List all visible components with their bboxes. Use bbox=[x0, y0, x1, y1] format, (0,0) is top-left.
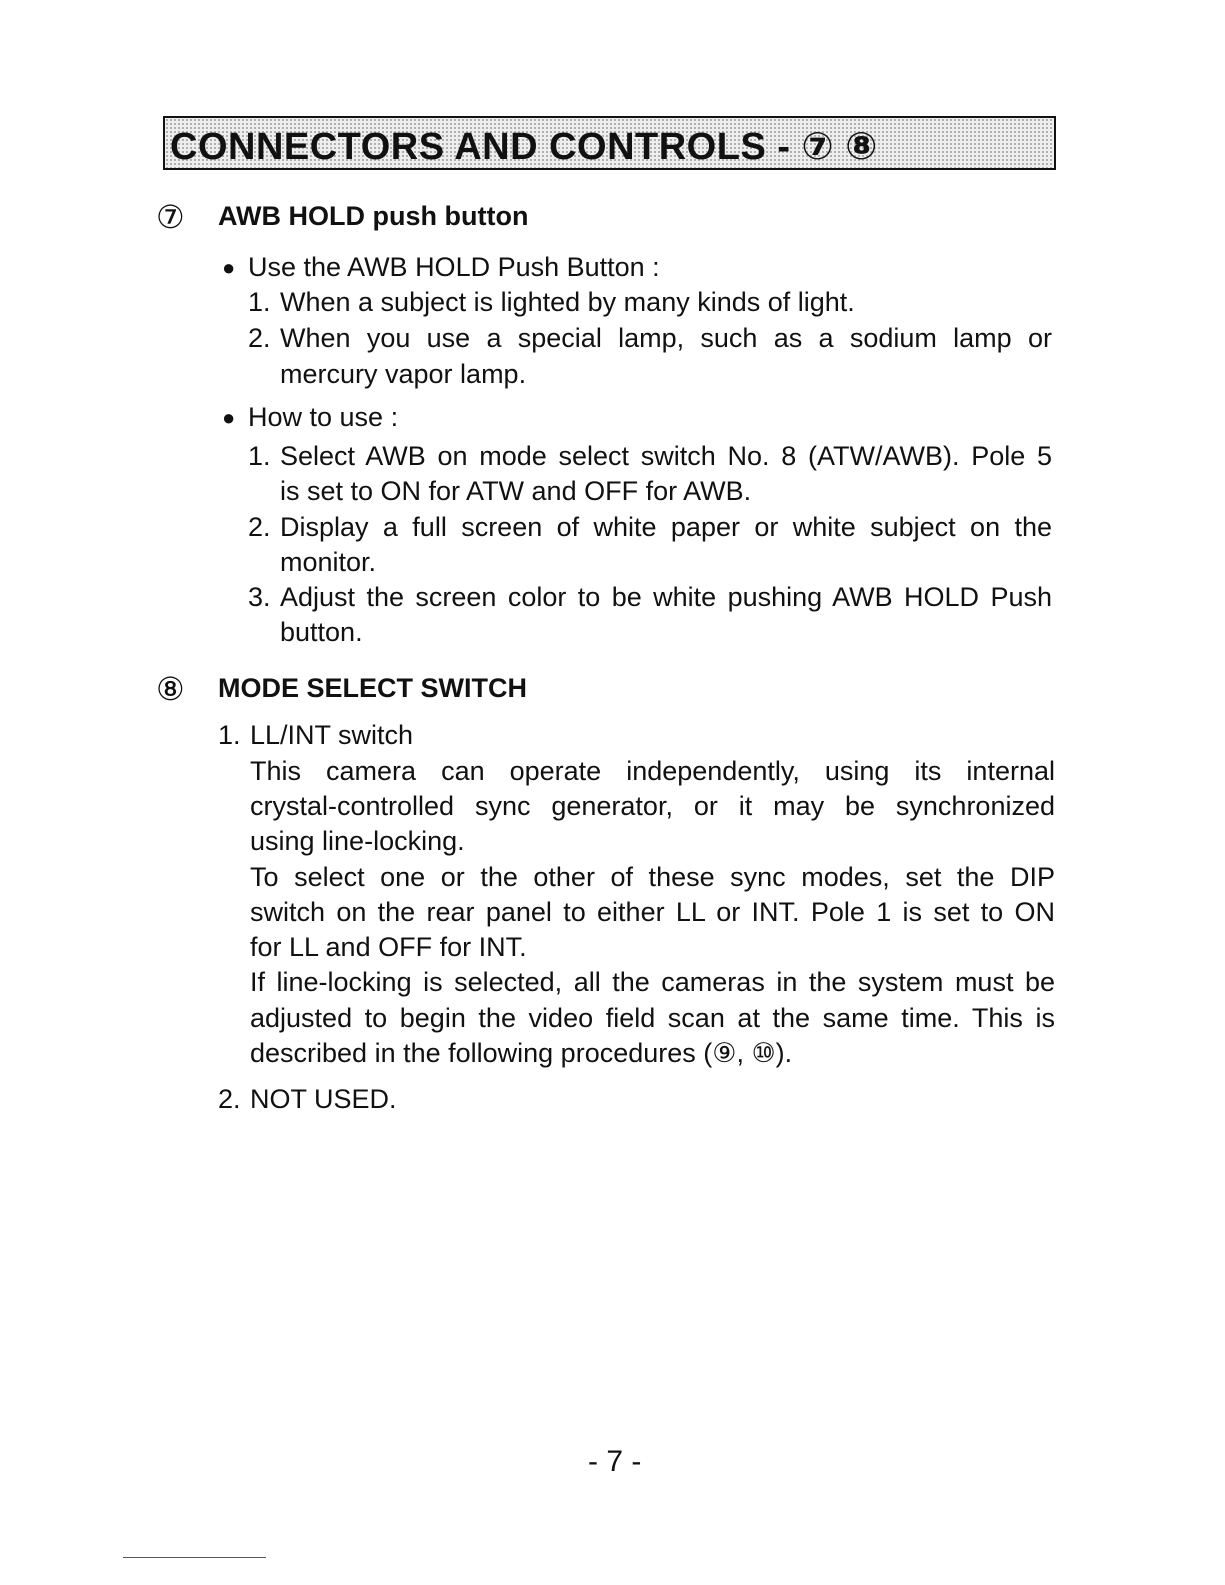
section-8-marker: ⑧ bbox=[156, 671, 185, 707]
list-item-text: When you use a special lamp, such as a sodium lamp or bbox=[280, 323, 1052, 353]
section-7-marker: ⑦ bbox=[156, 199, 185, 235]
page-title: CONNECTORS AND CONTROLS - ⑦ ⑧ bbox=[170, 126, 878, 168]
list-item-text-continued: is set to ON for ATW and OFF for AWB. bbox=[280, 476, 752, 506]
paragraph-line: adjusted to begin the video field scan at the same time. This is bbox=[250, 1003, 1055, 1033]
paragraph-line: To select one or the other of these sync modes, set the DIP bbox=[250, 862, 1055, 892]
list-item-text: Display a full screen of white paper or white subject on the bbox=[280, 512, 1052, 542]
list-item-text: Adjust the screen color to be white pushing AWB HOLD Push bbox=[280, 582, 1052, 612]
paragraph-line: This camera can operate independently, using its internal bbox=[250, 756, 1055, 786]
list-item-text-continued: monitor. bbox=[280, 547, 377, 577]
bullet-icon: ● bbox=[222, 255, 236, 280]
list-item-text-continued: mercury vapor lamp. bbox=[280, 359, 527, 389]
paragraph-line: crystal-controlled sync generator, or it may be synchronized bbox=[250, 791, 1055, 821]
paragraph-line: If line-locking is selected, all the cameras in the system must be bbox=[250, 967, 1055, 997]
list-number: 2. bbox=[248, 512, 271, 542]
paragraph-line: switch on the rear panel to either LL or INT. Pole 1 is set to ON bbox=[250, 897, 1055, 927]
list-number: 2. bbox=[248, 323, 271, 353]
list-number: 2. bbox=[218, 1084, 241, 1114]
switch-title: LL/INT switch bbox=[250, 720, 414, 750]
list-number: 1. bbox=[248, 287, 271, 317]
paragraph-line: using line-locking. bbox=[250, 826, 465, 856]
bullet-icon: ● bbox=[222, 405, 236, 430]
section-8-heading: MODE SELECT SWITCH bbox=[218, 673, 527, 703]
list-item-text: Select AWB on mode select switch No. 8 (ATW/AWB). Pole 5 bbox=[280, 441, 1052, 471]
list-item-text: When a subject is lighted by many kinds of light. bbox=[280, 287, 855, 317]
list-number: 1. bbox=[218, 720, 241, 750]
list-item-text-continued: button. bbox=[280, 617, 363, 647]
list-number: 3. bbox=[248, 582, 271, 612]
paragraph-line: for LL and OFF for INT. bbox=[250, 932, 527, 962]
paragraph-line: described in the following procedures (⑨, ⑩). bbox=[250, 1038, 793, 1068]
section-7-heading: AWB HOLD push button bbox=[218, 201, 529, 231]
footer-rule bbox=[123, 1557, 266, 1558]
bullet-how-to-text: How to use : bbox=[248, 402, 399, 432]
list-item-text: NOT USED. bbox=[250, 1084, 397, 1114]
list-number: 1. bbox=[248, 441, 271, 471]
bullet-use-text: Use the AWB HOLD Push Button : bbox=[248, 252, 660, 282]
page-number: - 7 - bbox=[588, 1445, 642, 1478]
